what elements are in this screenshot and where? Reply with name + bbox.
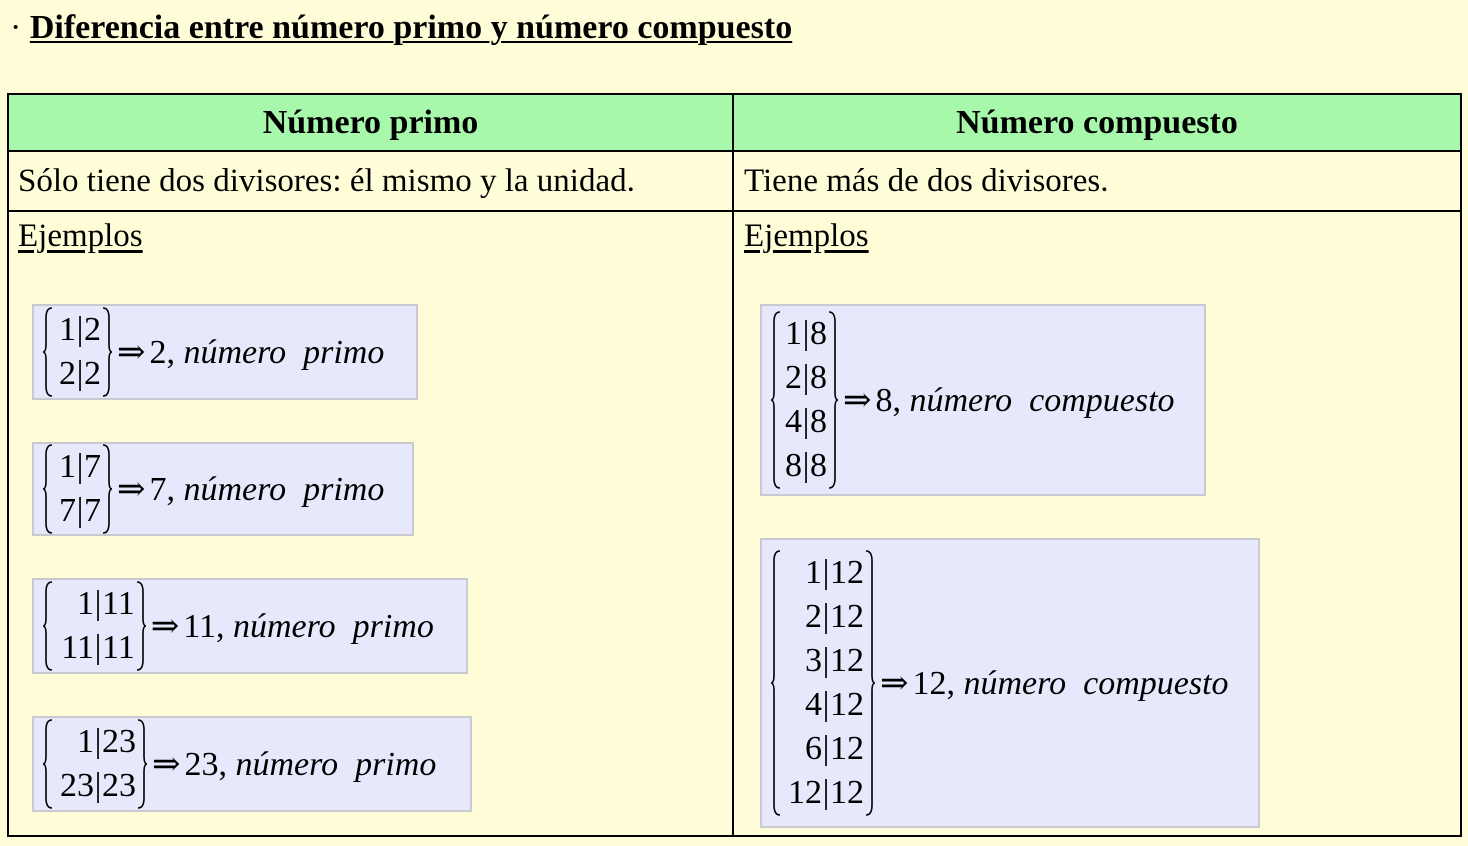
example-result	[843, 380, 1175, 420]
right-brace-icon	[136, 717, 148, 811]
divisor-row	[782, 551, 864, 595]
divisor-list	[782, 312, 827, 488]
example-number: 2,	[149, 334, 175, 371]
divisor: 12	[788, 774, 822, 811]
implies-arrow: ⇒	[117, 334, 146, 371]
word-numero: número	[183, 471, 287, 508]
dividend: 12	[830, 730, 864, 767]
divides-symbol: |	[802, 359, 810, 396]
divisor: 3	[805, 642, 822, 679]
dividend: 8	[810, 403, 827, 440]
divisor-row	[54, 764, 136, 808]
example-compuesto-1	[760, 304, 1206, 496]
divisor-list	[54, 720, 136, 808]
left-brace-icon	[42, 717, 54, 811]
divisor: 4	[785, 403, 802, 440]
divides-symbol: |	[94, 629, 102, 666]
dividend: 8	[810, 359, 827, 396]
word-primo: primo	[303, 471, 385, 508]
examples-label-compuesto: Ejemplos	[744, 218, 869, 254]
right-brace-icon	[135, 579, 147, 673]
dividend: 11	[102, 585, 135, 622]
divisor: 11	[61, 629, 94, 666]
divisor-list	[54, 445, 101, 533]
divisor-row	[54, 308, 101, 352]
example-result	[151, 606, 434, 646]
dividend: 8	[810, 447, 827, 484]
example-number: 23,	[184, 746, 227, 783]
divisor-row	[54, 445, 101, 489]
example-result	[152, 744, 436, 784]
example-primo-3	[32, 578, 468, 674]
divisor: 2	[785, 359, 802, 396]
divisor-list	[54, 582, 135, 670]
divides-symbol: |	[822, 554, 830, 591]
example-number: 7,	[149, 471, 175, 508]
implies-arrow: ⇒	[843, 382, 872, 419]
word-numero: número	[233, 608, 336, 645]
divisor: 1	[805, 554, 822, 591]
example-primo-1	[32, 304, 418, 400]
definition-primo: Sólo tiene dos divisores: él mismo y la unidad.	[9, 152, 734, 212]
divides-symbol: |	[802, 315, 810, 352]
example-primo-4	[32, 716, 472, 812]
dividend: 12	[830, 598, 864, 635]
right-brace-icon	[827, 309, 839, 491]
word-primo: primo	[355, 746, 437, 783]
divisor-row	[782, 356, 827, 400]
divisor: 2	[805, 598, 822, 635]
heading-bullet: ·	[10, 9, 22, 46]
example-number: 8,	[875, 382, 901, 419]
word-numero: número	[963, 665, 1067, 702]
dividend: 12	[830, 686, 864, 723]
right-brace-icon	[864, 548, 876, 818]
example-result	[880, 663, 1229, 703]
divisor: 1	[77, 585, 94, 622]
divisor: 8	[785, 447, 802, 484]
divides-symbol: |	[76, 448, 84, 485]
left-brace-icon	[42, 579, 54, 673]
divides-symbol: |	[822, 642, 830, 679]
header-primo: Número primo	[9, 95, 734, 152]
divisor: 1	[59, 448, 76, 485]
definition-compuesto: Tiene más de dos divisores.	[734, 152, 1460, 212]
word-primo: primo	[352, 608, 434, 645]
divisor-row	[782, 595, 864, 639]
example-number: 12,	[912, 665, 955, 702]
page-heading	[10, 8, 792, 48]
word-numero: número	[909, 382, 1013, 419]
divides-symbol: |	[94, 767, 102, 804]
examples-label-primo: Ejemplos	[18, 218, 143, 254]
word-numero: número	[235, 746, 339, 783]
divides-symbol: |	[822, 598, 830, 635]
left-brace-icon	[42, 442, 54, 536]
word-primo: primo	[303, 334, 385, 371]
divides-symbol: |	[94, 585, 102, 622]
divides-symbol: |	[94, 723, 102, 760]
implies-arrow: ⇒	[880, 665, 909, 702]
divides-symbol: |	[76, 311, 84, 348]
divides-symbol: |	[802, 447, 810, 484]
divisor: 1	[785, 315, 802, 352]
divisor: 1	[59, 311, 76, 348]
divides-symbol: |	[76, 492, 84, 529]
divisor-list	[54, 308, 101, 396]
dividend: 12	[830, 642, 864, 679]
divides-symbol: |	[822, 730, 830, 767]
example-compuesto-2	[760, 538, 1260, 828]
example-result	[117, 469, 384, 509]
dividend: 2	[84, 355, 101, 392]
divides-symbol: |	[822, 686, 830, 723]
divisor-row	[782, 312, 827, 356]
divisor: 6	[805, 730, 822, 767]
header-compuesto: Número compuesto	[734, 95, 1460, 152]
left-brace-icon	[770, 309, 782, 491]
left-brace-icon	[770, 548, 782, 818]
divisor: 2	[59, 355, 76, 392]
divides-symbol: |	[822, 774, 830, 811]
right-brace-icon	[101, 442, 113, 536]
divisor-row	[54, 582, 135, 626]
divisor-row	[782, 444, 827, 488]
divisor-list	[782, 551, 864, 815]
divides-symbol: |	[76, 355, 84, 392]
word-numero: número	[183, 334, 287, 371]
example-number: 11,	[183, 608, 225, 645]
divides-symbol: |	[802, 403, 810, 440]
right-brace-icon	[101, 305, 113, 399]
divisor: 23	[60, 767, 94, 804]
left-brace-icon	[42, 305, 54, 399]
divisor: 4	[805, 686, 822, 723]
divisor-row	[782, 771, 864, 815]
dividend: 23	[102, 767, 136, 804]
divisor-row	[54, 626, 135, 670]
divisor-row	[54, 352, 101, 396]
divisor: 7	[59, 492, 76, 529]
implies-arrow: ⇒	[152, 746, 181, 783]
example-primo-2	[32, 442, 414, 536]
divisor-row	[782, 727, 864, 771]
dividend: 12	[830, 554, 864, 591]
divisor-row	[54, 720, 136, 764]
dividend: 8	[810, 315, 827, 352]
word-compuesto: compuesto	[1083, 665, 1229, 702]
dividend: 11	[102, 629, 135, 666]
dividend: 7	[84, 492, 101, 529]
dividend: 23	[102, 723, 136, 760]
divisor-row	[782, 683, 864, 727]
divisor-row	[54, 489, 101, 533]
implies-arrow: ⇒	[150, 608, 180, 645]
divisor-row	[782, 400, 827, 444]
divisor: 1	[77, 723, 94, 760]
dividend: 7	[84, 448, 101, 485]
implies-arrow: ⇒	[117, 471, 146, 508]
dividend: 2	[84, 311, 101, 348]
word-compuesto: compuesto	[1029, 382, 1175, 419]
dividend: 12	[830, 774, 864, 811]
heading-title: Diferencia entre número primo y número compuesto	[29, 9, 793, 46]
example-result	[117, 332, 384, 372]
divisor-row	[782, 639, 864, 683]
